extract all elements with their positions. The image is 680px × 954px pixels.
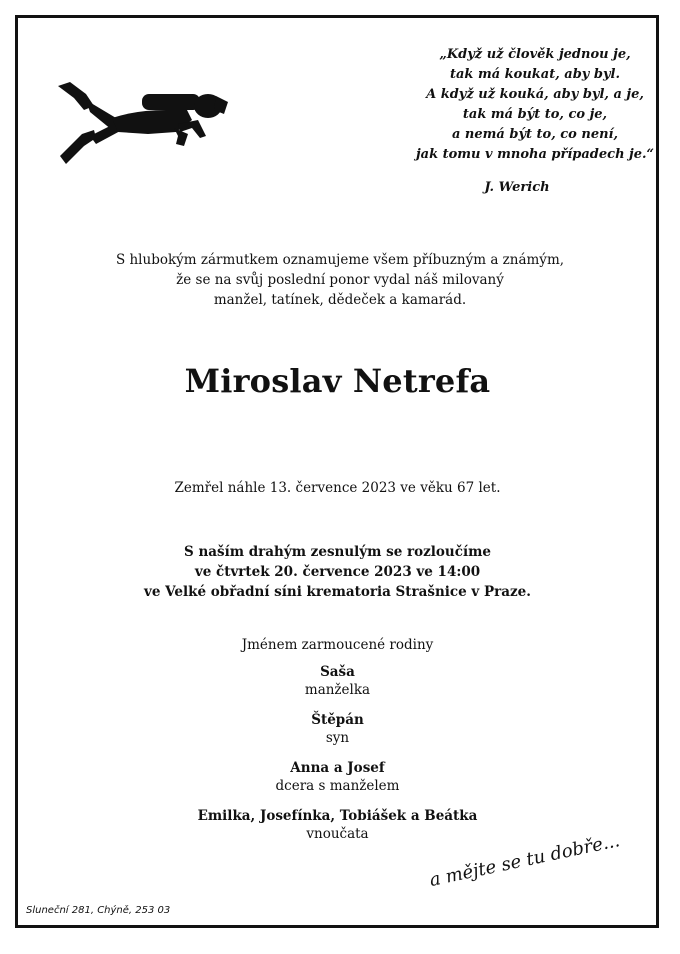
intro-line: že se na svůj poslední ponor vydal náš milovaný <box>176 272 504 288</box>
quote-line: tak má koukat, aby byl. <box>450 67 620 82</box>
mourner-name: Emilka, Josefínka, Tobiášek a Beátka <box>197 808 478 824</box>
quote-line: jak tomu v mnoha případech je.“ <box>415 147 655 162</box>
mourner-relation: manželka <box>304 682 371 698</box>
intro-line: manžel, tatínek, dědeček a kamarád. <box>213 292 467 308</box>
deceased-name: Miroslav Netrefa <box>184 362 491 400</box>
mourner-name: Anna a Josef <box>290 760 385 776</box>
quote-author: J. Werich <box>484 180 550 195</box>
mourner-relation: syn <box>325 730 350 746</box>
scuba-diver-icon <box>56 80 231 170</box>
mourner-relation: dcera s manželem <box>275 778 400 794</box>
quote-line: A když už kouká, aby byl, a je, <box>426 87 644 102</box>
farewell-signature: a mějte se tu dobře... <box>427 830 622 891</box>
mourner-item <box>60 711 615 747</box>
quote-line: a nemá být to, co není, <box>451 127 619 142</box>
ceremony-line: ve čtvrtek 20. července 2023 ve 14:00 <box>194 564 481 580</box>
announcement-intro <box>60 250 620 310</box>
mourner-name: Štěpán <box>311 712 364 728</box>
quote-line: tak má být to, co je, <box>462 107 608 122</box>
mourner-name: Saša <box>320 664 355 680</box>
mourner-relation: vnoučata <box>306 826 369 842</box>
ceremony-line: ve Velké obřadní síni krematoria Strašnice v Praze. <box>144 584 531 600</box>
sender-address: Sluneční 281, Chýně, 253 03 <box>26 905 171 916</box>
intro-line: S hlubokým zármutkem oznamujeme všem příbuzným a známým, <box>115 252 565 268</box>
mourner-item <box>60 663 615 699</box>
mourner-item <box>60 807 615 843</box>
mourner-item <box>60 759 615 795</box>
quote-block <box>395 45 675 165</box>
death-note: Zemřel náhle 13. července 2023 ve věku 67 let. <box>174 480 501 496</box>
mourners-list <box>60 663 615 855</box>
ceremony-info <box>60 542 615 602</box>
family-intro: Jménem zarmoucené rodiny <box>241 637 434 653</box>
quote-line: „Když už člověk jednou je, <box>439 47 631 62</box>
ceremony-line: S naším drahým zesnulým se rozloučíme <box>184 544 491 560</box>
